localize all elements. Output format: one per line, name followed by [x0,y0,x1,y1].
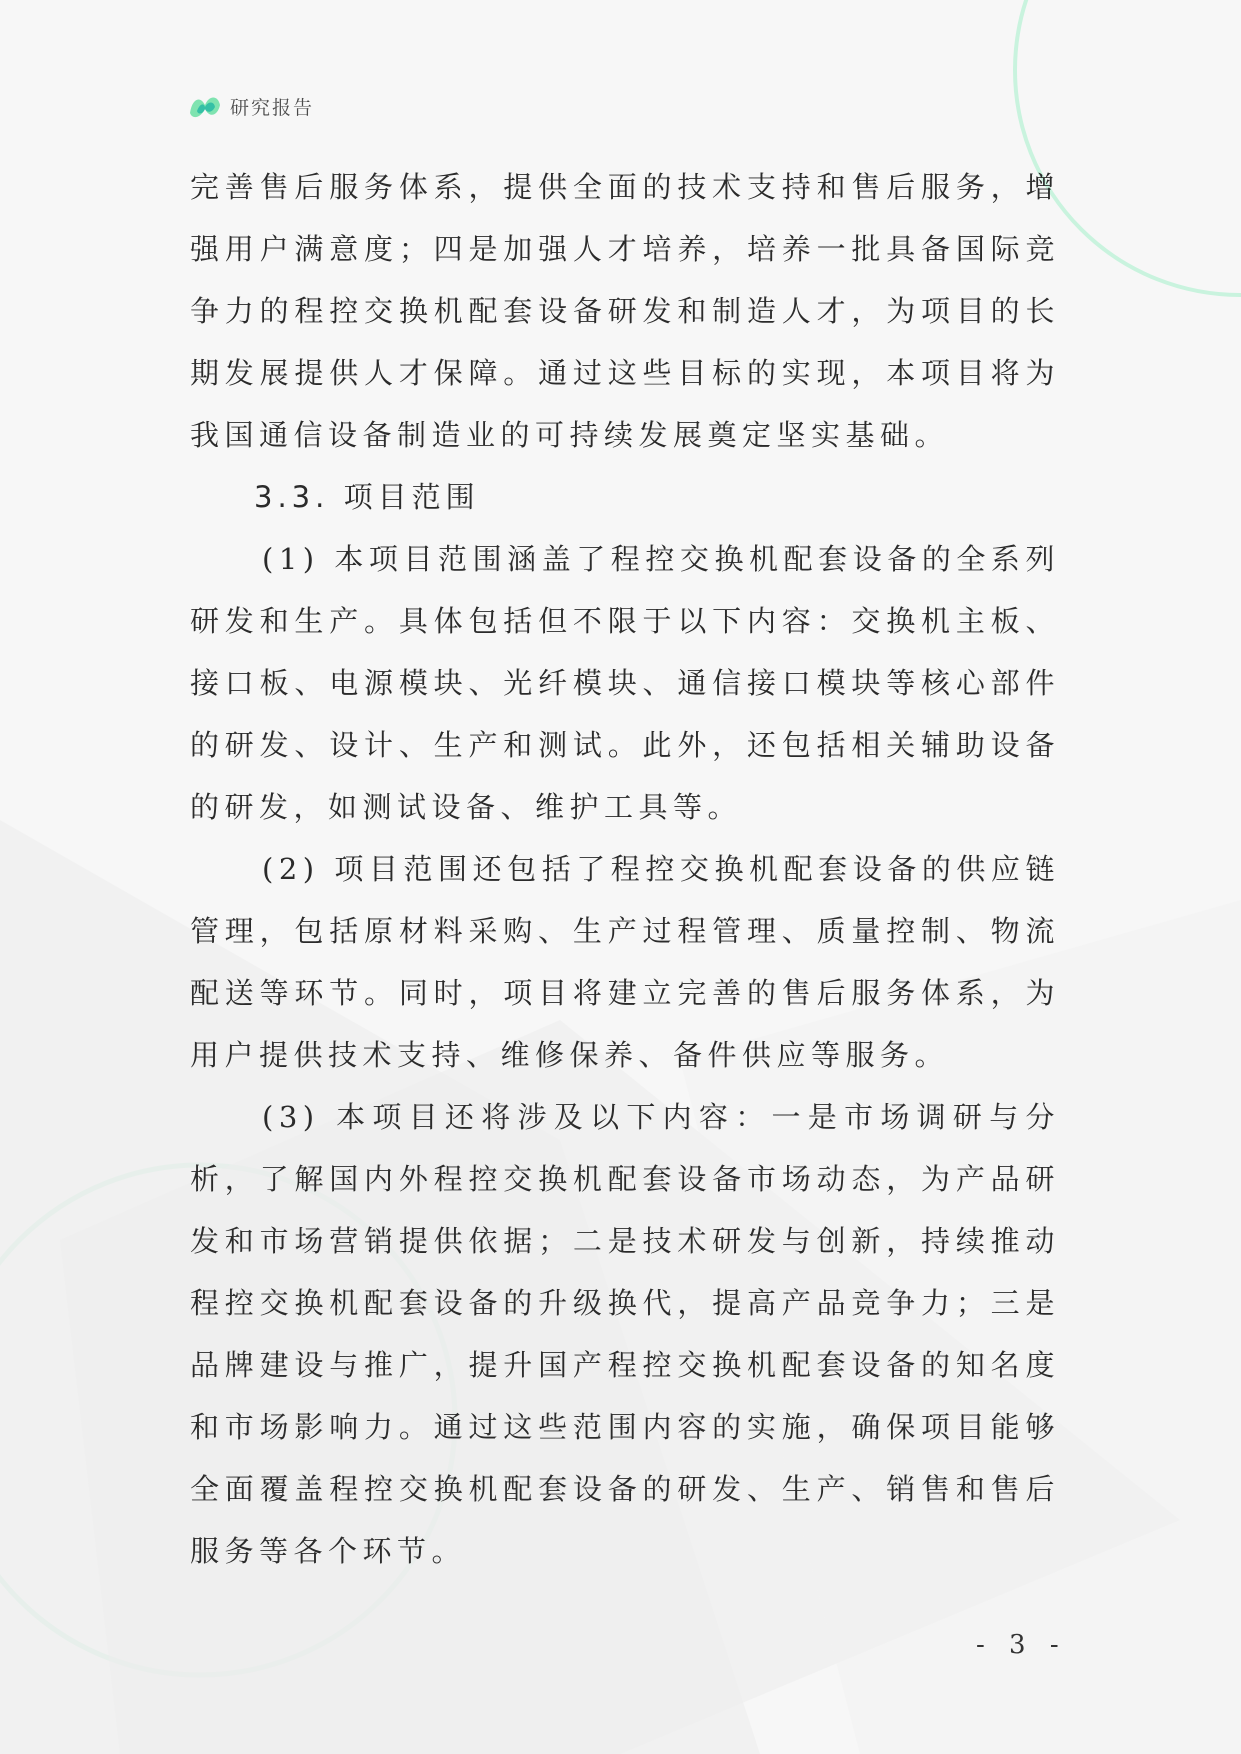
paragraph-scope-1: (1) 本项目范围涵盖了程控交换机配套设备的全系列研发和生产。具体包括但不限于以下内容：交换机主板、接口板、电源模块、光纤模块、通信接口模块等核心部件的研发、设计、生产和测试。此外，还包括相关辅助设备的研发，如测试设备、维护工具等。 [190,542,1060,824]
section-heading [190,466,1060,528]
report-label: 研究报告 [230,96,315,119]
document-body [190,156,1060,1582]
paragraph-scope-2: (2) 项目范围还包括了程控交换机配套设备的供应链管理，包括原材料采购、生产过程管理、质量控制、物流配送等环节。同时，项目将建立完善的售后服务体系，为用户提供技术支持、维修保养、备件供应等服务。 [190,852,1060,1072]
section-title: 项目范围 [343,480,480,514]
paragraph-intro: 完善售后服务体系，提供全面的技术支持和售后服务，增强用户满意度；四是加强人才培养，培养一批具备国际竞争力的程控交换机配套设备研发和制造人才，为项目的长期发展提供人才保障。通过这些目标的实现，本项目将为我国通信设备制造业的可持续发展奠定坚实基础。 [190,170,1060,452]
section-number: 3.3. [254,480,330,514]
page-number: - 3 - [976,1630,1067,1660]
report-header [188,88,314,124]
brand-logo-icon [188,91,222,121]
paragraph-scope-3: (3) 本项目还将涉及以下内容：一是市场调研与分析，了解国内外程控交换机配套设备市场动态，为产品研发和市场营销提供依据；二是技术研发与创新，持续推动程控交换机配套设备的升级换代，提高产品竞争力；三是品牌建设与推广，提升国产程控交换机配套设备的知名度和市场影响力。通过这些范围内容的实施，确保项目能够全面覆盖程控交换机配套设备的研发、生产、销售和售后服务等各个环节。 [190,1100,1060,1568]
